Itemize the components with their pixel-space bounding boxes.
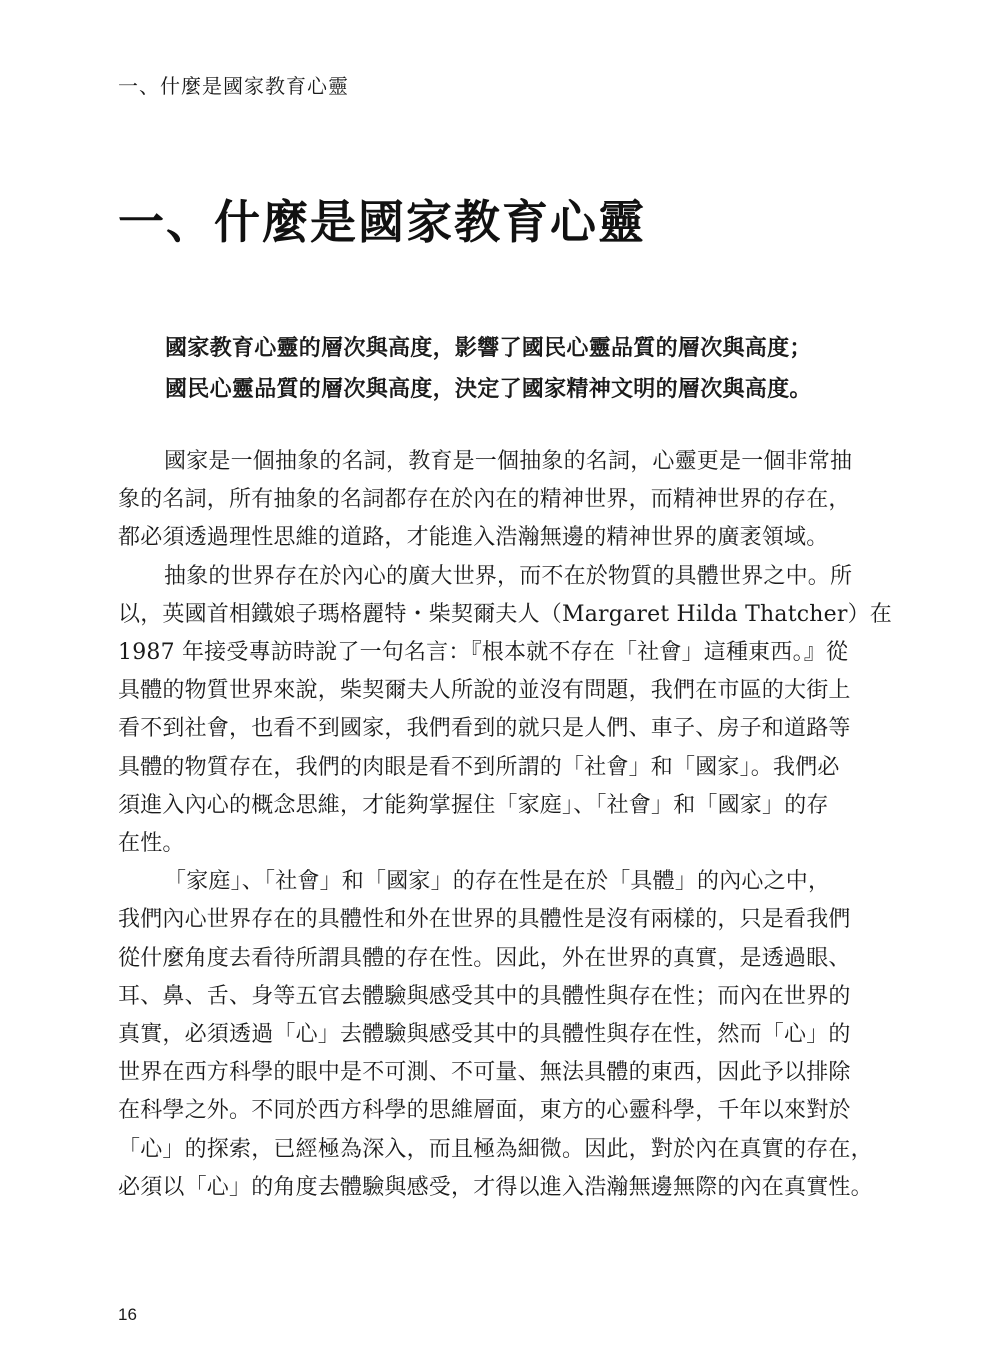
paragraph-line: 從什麼角度去看待所謂具體的存在性。因此，外在世界的真實，是透過眼、 bbox=[118, 945, 851, 971]
paragraph-line: 真實，必須透過「心」去體驗與感受其中的具體性與存在性，然而「心」的 bbox=[118, 1022, 851, 1048]
epigraph bbox=[165, 328, 885, 410]
page-number: 16 bbox=[118, 1305, 137, 1324]
paragraph-line: 須進入內心的概念思維，才能夠掌握住「家庭」、「社會」和「國家」的存 bbox=[118, 792, 829, 818]
paragraph-line: 抽象的世界存在於內心的廣大世界，而不在於物質的具體世界之中。所 bbox=[164, 563, 853, 589]
epigraph-line: 國民心靈品質的層次與高度，決定了國家精神文明的層次與高度。 bbox=[165, 377, 812, 402]
paragraph-line: 在性。 bbox=[118, 831, 185, 857]
paragraph-line: 以，英國首相鐵娘子瑪格麗特・柴契爾夫人（Margaret Hilda Thatcher）在 bbox=[118, 601, 893, 627]
chapter-title: 一、什麼是國家教育心靈 bbox=[118, 195, 646, 249]
paragraph-line: 在科學之外。不同於西方科學的思維層面，東方的心靈科學，千年以來對於 bbox=[118, 1098, 851, 1124]
paragraph-line: 都必須透過理性思維的道路，才能進入浩瀚無邊的精神世界的廣袤領域。 bbox=[118, 525, 829, 551]
paragraph-line: 具體的物質存在，我們的肉眼是看不到所謂的「社會」和「國家」。我們必 bbox=[118, 754, 840, 780]
paragraph-line: 具體的物質世界來說，柴契爾夫人所說的並沒有問題，我們在市區的大街上 bbox=[118, 678, 851, 704]
epigraph-line: 國家教育心靈的層次與高度，影響了國民心靈品質的層次與高度； bbox=[165, 336, 812, 361]
paragraph-line: 看不到社會，也看不到國家，我們看到的就只是人們、車子、房子和道路等 bbox=[118, 716, 851, 742]
paragraph-line: 我們內心世界存在的具體性和外在世界的具體性是沒有兩樣的，只是看我們 bbox=[118, 907, 851, 933]
paragraph-line: 象的名詞，所有抽象的名詞都存在於內在的精神世界，而精神世界的存在， bbox=[118, 487, 851, 513]
paragraph-line: 必須以「心」的角度去體驗與感受，才得以進入浩瀚無邊無際的內在真實性。 bbox=[118, 1174, 873, 1200]
paragraph-line: 耳、鼻、舌、身等五官去體驗與感受其中的具體性與存在性；而內在世界的 bbox=[118, 983, 851, 1009]
paragraph-line: 1987 年接受專訪時說了一句名言：『根本就不存在「社會」這種東西。』從 bbox=[118, 640, 849, 666]
body-text bbox=[118, 443, 893, 1207]
paragraph-line: 「家庭」、「社會」和「國家」的存在性是在於「具體」的內心之中， bbox=[164, 869, 831, 895]
running-header: 一、什麼是國家教育心靈 bbox=[118, 74, 349, 98]
paragraph-line: 世界在西方科學的眼中是不可測、不可量、無法具體的東西，因此予以排除 bbox=[118, 1060, 851, 1086]
paragraph-line: 「心」的探索，已經極為深入，而且極為細微。因此，對於內在真實的存在， bbox=[118, 1136, 873, 1162]
paragraph-line: 國家是一個抽象的名詞，教育是一個抽象的名詞，心靈更是一個非常抽 bbox=[164, 449, 853, 474]
